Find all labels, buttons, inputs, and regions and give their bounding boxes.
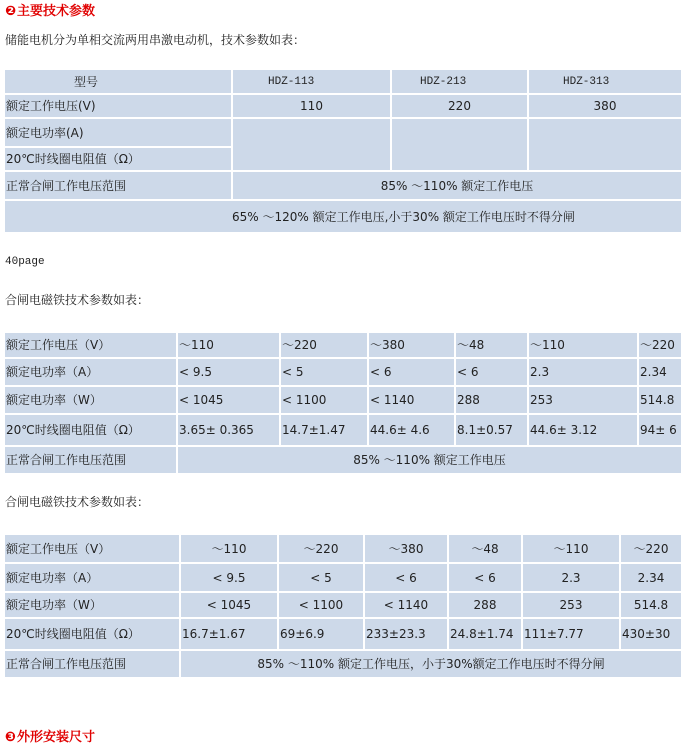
- coil-resistance-value: 8.1±0.57: [456, 415, 527, 445]
- rated-current-value: < 9.5: [181, 564, 277, 591]
- coil-resistance-label: 20℃时线圈电阻值（Ω）: [5, 415, 176, 445]
- rated-power-value: < 1100: [281, 387, 367, 413]
- closing-range-value: 85% ～110% 额定工作电压: [233, 172, 681, 199]
- section-title: 主要技术参数: [17, 4, 96, 19]
- coil-resistance-value: 233±23.3: [365, 619, 447, 649]
- coil-resistance-value: 44.6± 4.6: [369, 415, 454, 445]
- rated-voltage-value: ～220: [621, 535, 681, 562]
- section-number-marker: ❷: [5, 4, 17, 19]
- coil-resistance-value: 14.7±1.47: [281, 415, 367, 445]
- model-cell-hdz-113: HDZ-113: [233, 70, 390, 93]
- coil-resistance-row: [5, 619, 681, 649]
- closing-range-label: 正常合闸工作电压范围: [5, 651, 179, 677]
- rated-voltage-label: 额定工作电压(V): [5, 95, 231, 117]
- closing-range-label: 正常合闸工作电压范围: [5, 172, 231, 199]
- closing-range-value: 85% ～110% 额定工作电压，小于30%额定工作电压时不得分闸: [181, 651, 681, 677]
- rated-voltage-row: [5, 95, 681, 117]
- closing-range-label: 正常合闸工作电压范围: [5, 447, 176, 473]
- rated-power-value: < 1140: [365, 593, 447, 617]
- model-cell-hdz-213: HDZ-213: [392, 70, 527, 93]
- rated-power-value: 514.8: [639, 387, 681, 413]
- rated-voltage-row: [5, 333, 681, 357]
- rated-current-value: < 6: [365, 564, 447, 591]
- coil-resistance-value: 16.7±1.67: [181, 619, 277, 649]
- rated-power-value: < 1045: [178, 387, 279, 413]
- rated-voltage-value: ～48: [449, 535, 521, 562]
- rated-voltage-value: 110: [233, 95, 390, 117]
- rated-current-value: < 5: [281, 359, 367, 385]
- rated-current-label: 额定电功率（A）: [5, 564, 179, 591]
- closing-magnet-table-2: [3, 533, 683, 679]
- coil-resistance-value: 24.8±1.74: [449, 619, 521, 649]
- rated-voltage-value: ～110: [529, 333, 637, 357]
- coil-resistance-value: 3.65± 0.365: [178, 415, 279, 445]
- rated-power-value: < 1100: [279, 593, 363, 617]
- coil-resistance-value: 430±30: [621, 619, 681, 649]
- coil-resistance-label: 20℃时线圈电阻值（Ω）: [5, 619, 179, 649]
- model-cell-hdz-313: HDZ-313: [529, 70, 681, 93]
- rated-power-row: [5, 119, 681, 146]
- rated-current-value: 2.34: [621, 564, 681, 591]
- rated-current-value: < 9.5: [178, 359, 279, 385]
- rated-power-label: 额定电功率（W）: [5, 593, 179, 617]
- rated-power-value: 253: [529, 387, 637, 413]
- rated-voltage-value: ～380: [365, 535, 447, 562]
- coil-resistance-label: 20℃时线圈电阻值（Ω）: [5, 148, 231, 170]
- rated-voltage-value: ～110: [181, 535, 277, 562]
- rated-voltage-value: ～220: [279, 535, 363, 562]
- rated-voltage-value: ～110: [523, 535, 619, 562]
- blank-value-cell: [392, 119, 527, 170]
- coil-resistance-value: 111±7.77: [523, 619, 619, 649]
- rated-current-value: < 6: [369, 359, 454, 385]
- closing-magnet-intro-text: 合闸电磁铁技术参数如表：: [5, 293, 150, 307]
- rated-power-value: 288: [449, 593, 521, 617]
- rated-current-row: [5, 564, 681, 591]
- section-title: 外形安装尺寸: [17, 730, 96, 745]
- blank-value-cell: [529, 119, 681, 170]
- rated-voltage-row: [5, 535, 681, 562]
- rated-voltage-value: ～220: [639, 333, 681, 357]
- opening-range-note: 65% ～120% 额定工作电压,小于30% 额定工作电压时不得分闸: [5, 201, 681, 232]
- rated-power-value: 288: [456, 387, 527, 413]
- motor-spec-table: [3, 68, 683, 234]
- closing-range-row: [5, 651, 681, 677]
- rated-voltage-value: 380: [529, 95, 681, 117]
- rated-current-row: [5, 359, 681, 385]
- closing-range-row: [5, 172, 681, 199]
- section-number-marker: ❸: [5, 730, 17, 745]
- rated-current-value: < 6: [456, 359, 527, 385]
- rated-power-label: 额定电功率(A): [5, 119, 231, 146]
- rated-current-label: 额定电功率（A）: [5, 359, 176, 385]
- rated-power-row: [5, 593, 681, 617]
- rated-power-row: [5, 387, 681, 413]
- closing-range-row: [5, 447, 681, 473]
- rated-voltage-value: ～110: [178, 333, 279, 357]
- model-row: [5, 70, 681, 93]
- model-label: 型号: [5, 70, 231, 93]
- blank-value-cell: [233, 119, 390, 170]
- rated-voltage-value: 220: [392, 95, 527, 117]
- rated-current-value: 2.3: [523, 564, 619, 591]
- opening-range-row: [5, 201, 681, 232]
- coil-resistance-value: 69±6.9: [279, 619, 363, 649]
- section-heading-main-specs: [5, 4, 95, 20]
- rated-current-value: < 5: [279, 564, 363, 591]
- coil-resistance-row: [5, 415, 681, 445]
- rated-voltage-value: ～48: [456, 333, 527, 357]
- rated-voltage-value: ～220: [281, 333, 367, 357]
- rated-power-value: < 1140: [369, 387, 454, 413]
- rated-current-value: 2.3: [529, 359, 637, 385]
- rated-power-value: 514.8: [621, 593, 681, 617]
- coil-resistance-value: 44.6± 3.12: [529, 415, 637, 445]
- rated-power-label: 额定电功率（W）: [5, 387, 176, 413]
- rated-current-value: 2.34: [639, 359, 681, 385]
- rated-power-value: < 1045: [181, 593, 277, 617]
- coil-resistance-value: 94± 6: [639, 415, 681, 445]
- rated-voltage-value: ～380: [369, 333, 454, 357]
- rated-voltage-label: 额定工作电压（V）: [5, 333, 176, 357]
- closing-magnet-table-1: [3, 331, 683, 475]
- closing-range-value: 85% ～110% 额定工作电压: [178, 447, 681, 473]
- rated-power-value: 253: [523, 593, 619, 617]
- page-marker: 40page: [5, 256, 45, 268]
- section-heading-dimensions: [5, 730, 95, 746]
- rated-voltage-label: 额定工作电压（V）: [5, 535, 179, 562]
- closing-magnet-intro-text: 合闸电磁铁技术参数如表：: [5, 495, 150, 509]
- rated-current-value: < 6: [449, 564, 521, 591]
- motor-intro-text: 储能电机分为单相交流两用串激电动机，技术参数如表：: [5, 33, 306, 47]
